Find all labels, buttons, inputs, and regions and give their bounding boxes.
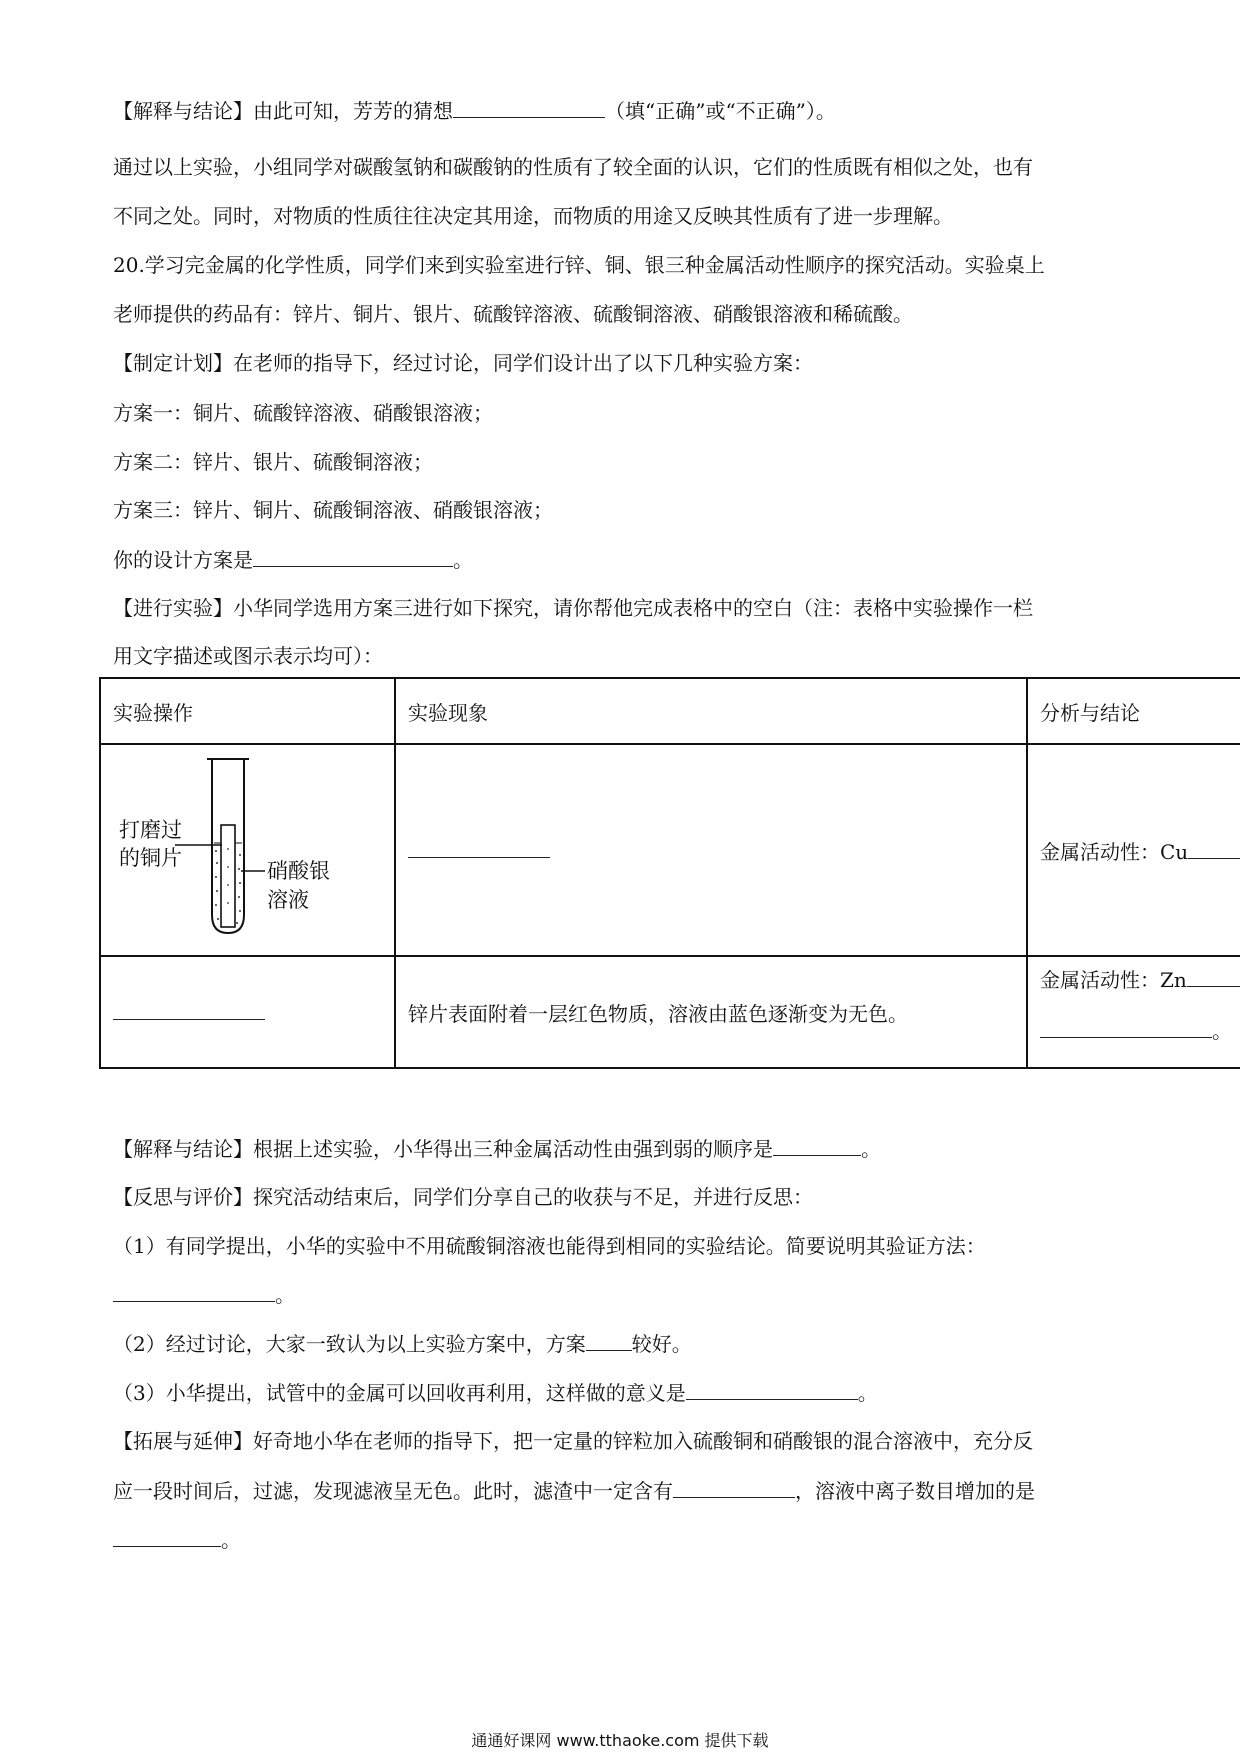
text: 。 [221,1528,241,1552]
conclusion-cell [1027,744,1240,956]
conclusion-text: 金属活动性：Cu [1040,839,1189,864]
answer-blank[interactable] [453,97,605,118]
label-solution-1: 硝酸银 [267,859,330,883]
label-copper-2: 的铜片 [119,846,182,870]
table-row [100,744,1240,956]
answer-blank[interactable] [586,1330,632,1351]
extension-line-3 [113,1526,241,1553]
your-plan-line [113,546,473,573]
text: 【解释与结论】根据上述实验，小华得出三种金属活动性由强到弱的顺序是 [113,1137,773,1161]
header-operation: 实验操作 [100,678,395,744]
text: 。 [861,1137,881,1161]
question-20-line-1: 20.学习完金属的化学性质，同学们来到实验室进行锌、铜、银三种金属活动性顺序的探究活动。实验桌上 [113,253,1045,277]
reflection-3 [113,1379,878,1406]
plan-2: 方案二：锌片、银片、硫酸铜溶液； [113,450,433,474]
line-1 [113,97,836,124]
reflection-1: （1）有同学提出，小华的实验中不用硫酸铜溶液也能得到相同的实验结论。简要说明其验证方法： [113,1234,986,1258]
footer-source: 通通好课网 www.tthaoke.com 提供下载 [471,1731,769,1750]
experiment-line-2: 用文字描述或图示表示均可）： [113,644,383,668]
extension-line-2 [113,1477,1035,1504]
text: 较好。 [631,1332,692,1356]
answer-blank[interactable] [113,999,265,1020]
copper-strip [221,825,235,927]
text: 。 [275,1283,295,1307]
operation-cell [100,956,395,1068]
text: 你的设计方案是 [113,548,253,572]
reflection-1-answer [113,1281,295,1308]
table-row [100,956,1240,1068]
plan-3: 方案三：锌片、铜片、硫酸铜溶液、硝酸银溶液； [113,498,553,522]
answer-blank[interactable] [113,1281,275,1302]
text: ，溶液中离子数目增加的是 [795,1479,1035,1503]
conclusion-line [113,1135,881,1162]
conclusion-cell [1027,956,1240,1068]
reflection-heading: 【反思与评价】探究活动结束后，同学们分享自己的收获与不足，并进行反思： [113,1185,813,1209]
answer-blank[interactable] [686,1379,858,1400]
answer-blank[interactable] [773,1135,861,1156]
text: 【解释与结论】由此可知，芳芳的猜想 [113,99,453,123]
reflection-2 [113,1330,692,1357]
phenomenon-cell [395,744,1027,956]
plan-1: 方案一：铜片、硫酸锌溶液、硝酸银溶液； [113,401,493,425]
table-header-row [100,678,1240,744]
line-3: 不同之处。同时，对物质的性质往往决定其用途，而物质的用途又反映其性质有了进一步理解。 [113,204,953,228]
plan-heading: 【制定计划】在老师的指导下，经过讨论，同学们设计出了以下几种实验方案： [113,351,813,375]
text: 。 [1212,1019,1232,1043]
header-phenomenon: 实验现象 [395,678,1027,744]
text: （填“正确”或“不正确”）。 [605,99,836,123]
answer-blank[interactable] [1187,966,1240,987]
answer-blank[interactable] [408,837,550,858]
text: （3）小华提出，试管中的金属可以回收再利用，这样做的意义是 [113,1381,686,1405]
line-2: 通过以上实验，小组同学对碳酸氢钠和碳酸钠的性质有了较全面的认识，它们的性质既有相似之处，也有 [113,155,1033,179]
answer-blank[interactable] [113,1526,221,1547]
text: （2）经过讨论，大家一致认为以上实验方案中，方案 [113,1332,586,1356]
experiment-line-1: 【进行实验】小华同学选用方案三进行如下探究，请你帮他完成表格中的空白（注：表格中实验操作一栏 [113,596,1033,620]
phenomenon-cell: 锌片表面附着一层红色物质，溶液由蓝色逐渐变为无色。 [395,956,1027,1068]
answer-blank[interactable] [253,546,453,567]
answer-blank[interactable] [1188,838,1240,859]
label-copper-1: 打磨过 [119,818,182,842]
experiment-table [99,677,1240,1069]
conclusion-text: 金属活动性：Zn [1040,968,1187,992]
answer-blank[interactable] [673,1477,795,1498]
extension-line-1: 【拓展与延伸】好奇地小华在老师的指导下，把一定量的锌粒加入硫酸铜和硝酸银的混合溶液中，充分反 [113,1429,1033,1453]
text: 应一段时间后，过滤，发现滤液呈无色。此时，滤渣中一定含有 [113,1479,673,1503]
header-conclusion: 分析与结论 [1027,678,1240,744]
answer-blank[interactable] [1040,1017,1212,1038]
test-tube-diagram-cell [100,744,395,956]
text: 。 [453,548,473,572]
label-solution-2: 溶液 [267,888,309,912]
test-tube-diagram [101,745,391,955]
text: 。 [857,1381,878,1405]
question-20-line-2: 老师提供的药品有：锌片、铜片、银片、硫酸锌溶液、硫酸铜溶液、硝酸银溶液和稀硫酸。 [113,302,913,326]
